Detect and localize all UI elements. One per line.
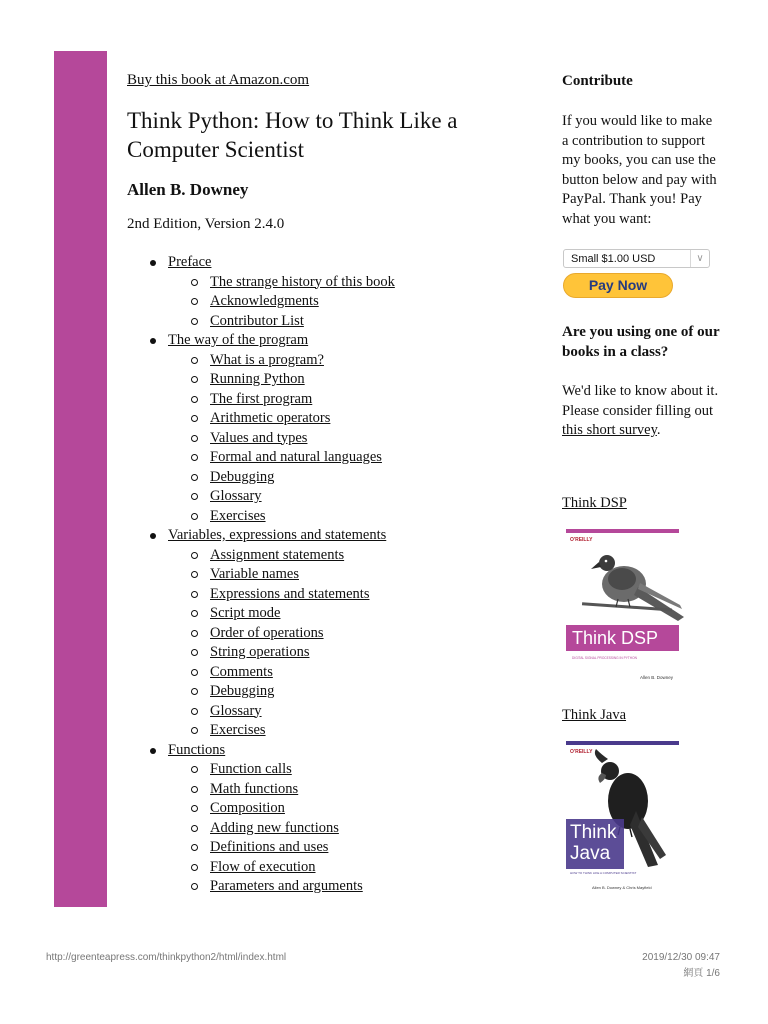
toc-section [127, 702, 395, 722]
table-of-contents [127, 253, 395, 897]
toc-section-link[interactable]: Definitions and uses [210, 839, 329, 855]
toc-section [127, 819, 395, 839]
toc-section [127, 721, 395, 741]
toc-section [127, 799, 395, 819]
cover-subtitle: DIGITAL SIGNAL PROCESSING IN PYTHON [572, 656, 637, 660]
toc-chapter-link[interactable]: Functions [168, 741, 226, 758]
toc-section [127, 877, 395, 897]
toc-section-link[interactable]: Comments [210, 663, 273, 680]
toc-section-link[interactable]: Acknowledgments [210, 293, 319, 309]
toc-section-link[interactable]: Arithmetic operators [210, 410, 331, 426]
toc-section-link[interactable]: Assignment statements [210, 546, 345, 563]
toc-section [127, 507, 395, 527]
cover-title: Think DSP [572, 628, 659, 648]
toc-section-link[interactable]: Values and types [210, 429, 308, 446]
cover-subtitle: HOW TO THINK LIKE A COMPUTER SCIENTIST [570, 871, 637, 875]
cover-author: Allen B. Downey & Chris Mayfield [592, 885, 652, 890]
cover-top-band [566, 741, 679, 745]
toc-section-link[interactable]: Debugging [210, 468, 275, 485]
toc-section-link[interactable]: The strange history of this book [210, 273, 395, 290]
toc-section-link[interactable]: Flow of execution [210, 858, 316, 875]
toc-section [127, 760, 395, 780]
footer-url: http://greenteapress.com/thinkpython2/html/index.html [46, 952, 287, 963]
toc-section [127, 448, 395, 468]
toc-section [127, 858, 395, 878]
contribute-heading: Contribute [562, 73, 633, 89]
toc-section [127, 780, 395, 800]
toc-section [127, 390, 395, 410]
toc-section [127, 624, 395, 644]
toc-section [127, 273, 395, 293]
toc-section [127, 546, 395, 566]
toc-section [127, 409, 395, 429]
toc-chapter-link[interactable]: Variables, expressions and statements [168, 527, 387, 543]
author-name: Allen B. Downey [127, 180, 249, 199]
pay-now-button[interactable]: Pay Now [563, 273, 673, 298]
toc-section-link[interactable]: Running Python [210, 371, 305, 387]
toc-section-link[interactable]: Exercises [210, 507, 266, 524]
toc-section-link[interactable]: Contributor List [210, 312, 304, 329]
class-heading: Are you using one of our books in a class? [562, 324, 720, 360]
toc-section [127, 370, 395, 390]
toc-section-link[interactable]: Adding new functions [210, 819, 339, 836]
think-java-cover-image[interactable] [562, 741, 688, 896]
amount-select[interactable] [563, 249, 710, 268]
toc-chapter [127, 253, 395, 273]
toc-section-link[interactable]: Exercises [210, 722, 266, 738]
contribute-description: If you would like to make a contribution to support my books, you can use the button below and pay with PayPal. Thank you! [562, 113, 717, 207]
toc-section-link[interactable]: Function calls [210, 761, 292, 777]
toc-section [127, 604, 395, 624]
edition-text: 2nd Edition, Version 2.4.0 [127, 216, 285, 232]
toc-chapter [127, 331, 395, 351]
chevron-down-icon: ∨ [690, 250, 709, 267]
toc-section [127, 682, 395, 702]
toc-section [127, 312, 395, 332]
toc-chapter-link[interactable]: The way of the program [168, 332, 309, 348]
toc-section-link[interactable]: Glossary [210, 702, 262, 719]
amount-selected-value: Small $1.00 USD [571, 253, 656, 265]
cover-title-line1: Think [570, 822, 617, 843]
pay-prompt: Pay what you want: [562, 191, 702, 227]
toc-section-link[interactable]: Script mode [210, 605, 281, 621]
cover-publisher: O'REILLY [570, 537, 593, 543]
toc-section [127, 429, 395, 449]
toc-section-link[interactable]: What is a program? [210, 351, 324, 368]
think-dsp-link[interactable]: Think DSP [562, 495, 627, 511]
cover-author: Allen B. Downey [640, 675, 674, 680]
footer-page-number: 網頁 1/6 [683, 968, 720, 979]
think-java-link[interactable]: Think Java [562, 707, 627, 723]
toc-chapter-link[interactable]: Preface [168, 254, 212, 270]
toc-section-link[interactable]: Parameters and arguments [210, 878, 363, 894]
toc-section-link[interactable]: String operations [210, 644, 310, 660]
toc-section [127, 838, 395, 858]
contribute-text [562, 112, 722, 229]
toc-section [127, 643, 395, 663]
class-description: We'd like to know about it. Please consider filling out [562, 383, 719, 419]
think-dsp-cover-image[interactable] [562, 529, 688, 687]
class-text [562, 382, 722, 441]
toc-section-link[interactable]: Math functions [210, 780, 299, 797]
toc-section [127, 468, 395, 488]
toc-section [127, 663, 395, 683]
toc-section [127, 565, 395, 585]
footer-datetime: 2019/12/30 09:47 [642, 952, 720, 963]
page-title: Think Python: How to Think Like a Computer Scientist [127, 108, 458, 162]
cover-publisher: O'REILLY [570, 749, 593, 755]
toc-section-link[interactable]: Order of operations [210, 624, 324, 641]
amazon-link[interactable]: Buy this book at Amazon.com [127, 72, 310, 88]
class-text-period: . [656, 422, 661, 438]
cover-title-line2: Java [570, 843, 611, 864]
left-accent-bar [54, 51, 107, 907]
toc-section-link[interactable]: Composition [210, 800, 285, 816]
toc-section-link[interactable]: Variable names [210, 566, 299, 582]
toc-chapter [127, 741, 395, 761]
toc-section [127, 487, 395, 507]
toc-section [127, 585, 395, 605]
toc-chapter [127, 526, 395, 546]
cover-top-band [566, 529, 679, 533]
toc-section-link[interactable]: Formal and natural languages [210, 449, 382, 465]
toc-section-link[interactable]: The first program [210, 390, 313, 407]
toc-section [127, 292, 395, 312]
toc-section-link[interactable]: Expressions and statements [210, 585, 370, 602]
toc-section-link[interactable]: Glossary [210, 488, 262, 504]
toc-section-link[interactable]: Debugging [210, 683, 275, 699]
survey-link[interactable]: this short survey [562, 422, 657, 438]
toc-section [127, 351, 395, 371]
